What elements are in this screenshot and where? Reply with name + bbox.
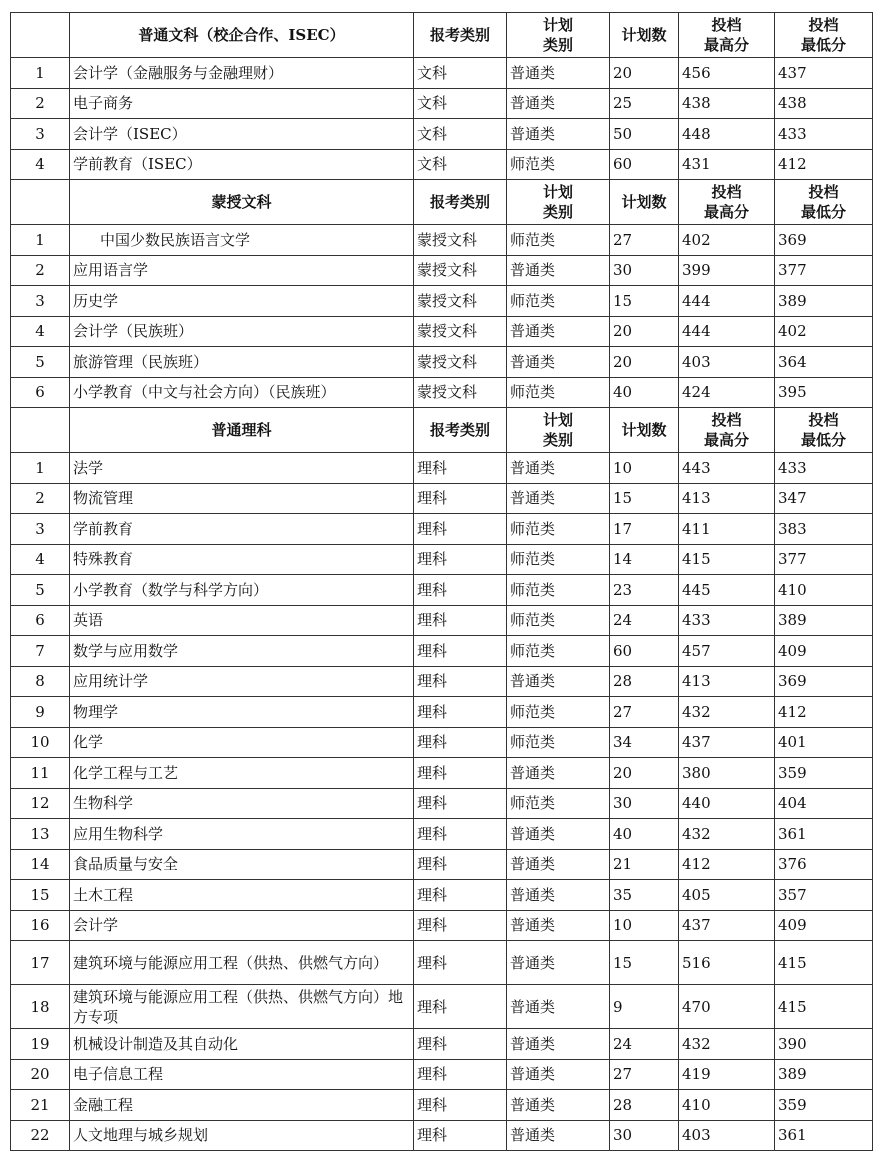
min-score: 412	[775, 149, 873, 180]
plan-count: 24	[610, 1029, 679, 1060]
plan-type: 师范类	[507, 149, 610, 180]
major-name: 物流管理	[70, 483, 414, 514]
row-index: 2	[11, 88, 70, 119]
max-score: 445	[679, 575, 775, 606]
major-name: 食品质量与安全	[70, 849, 414, 880]
exam-type: 理科	[414, 544, 507, 575]
row-index: 18	[11, 985, 70, 1029]
max-score: 431	[679, 149, 775, 180]
min-score: 404	[775, 788, 873, 819]
min-score: 369	[775, 225, 873, 256]
header-plan-type: 计划 类别	[507, 408, 610, 453]
table-row	[11, 697, 873, 728]
plan-type: 普通类	[507, 1120, 610, 1151]
plan-count: 60	[610, 636, 679, 667]
max-score: 443	[679, 453, 775, 484]
plan-count: 14	[610, 544, 679, 575]
plan-type: 普通类	[507, 1059, 610, 1090]
major-name: 建筑环境与能源应用工程（供热、供燃气方向）地方专项	[70, 985, 414, 1029]
exam-type: 文科	[414, 88, 507, 119]
max-score: 403	[679, 1120, 775, 1151]
exam-type: 理科	[414, 453, 507, 484]
header-max-score: 投档 最高分	[679, 408, 775, 453]
plan-type: 普通类	[507, 880, 610, 911]
major-name: 电子信息工程	[70, 1059, 414, 1090]
row-index: 5	[11, 575, 70, 606]
major-name: 机械设计制造及其自动化	[70, 1029, 414, 1060]
row-index: 12	[11, 788, 70, 819]
table-row	[11, 316, 873, 347]
plan-count: 50	[610, 119, 679, 150]
row-index: 21	[11, 1090, 70, 1121]
row-index: 4	[11, 316, 70, 347]
plan-count: 35	[610, 880, 679, 911]
max-score: 410	[679, 1090, 775, 1121]
max-score: 444	[679, 286, 775, 317]
min-score: 437	[775, 58, 873, 89]
row-index: 2	[11, 483, 70, 514]
table-row	[11, 727, 873, 758]
header-plan-type: 计划 类别	[507, 13, 610, 58]
table-row	[11, 453, 873, 484]
plan-type: 普通类	[507, 849, 610, 880]
section-header-row	[11, 180, 873, 225]
row-index: 6	[11, 605, 70, 636]
row-index: 3	[11, 119, 70, 150]
max-score: 432	[679, 819, 775, 850]
table-row	[11, 819, 873, 850]
table-row	[11, 483, 873, 514]
max-score: 424	[679, 377, 775, 408]
exam-type: 蒙授文科	[414, 255, 507, 286]
plan-type: 普通类	[507, 758, 610, 789]
plan-count: 20	[610, 316, 679, 347]
table-row	[11, 149, 873, 180]
exam-type: 理科	[414, 575, 507, 606]
table-row	[11, 544, 873, 575]
max-score: 433	[679, 605, 775, 636]
max-score: 402	[679, 225, 775, 256]
exam-type: 蒙授文科	[414, 316, 507, 347]
major-name: 金融工程	[70, 1090, 414, 1121]
plan-type: 普通类	[507, 453, 610, 484]
table-row	[11, 286, 873, 317]
plan-type: 师范类	[507, 605, 610, 636]
header-plan-count: 计划数	[610, 13, 679, 58]
min-score: 433	[775, 119, 873, 150]
exam-type: 文科	[414, 149, 507, 180]
min-score: 389	[775, 1059, 873, 1090]
plan-type: 师范类	[507, 788, 610, 819]
section-title: 蒙授文科	[70, 180, 414, 225]
major-name: 会计学	[70, 910, 414, 941]
row-index: 11	[11, 758, 70, 789]
table-row	[11, 347, 873, 378]
major-name: 历史学	[70, 286, 414, 317]
section-title: 普通理科	[70, 408, 414, 453]
major-name: 土木工程	[70, 880, 414, 911]
table-row	[11, 910, 873, 941]
max-score: 432	[679, 1029, 775, 1060]
exam-type: 文科	[414, 58, 507, 89]
min-score: 369	[775, 666, 873, 697]
max-score: 516	[679, 941, 775, 985]
row-index: 16	[11, 910, 70, 941]
plan-count: 15	[610, 286, 679, 317]
min-score: 410	[775, 575, 873, 606]
plan-count: 10	[610, 453, 679, 484]
header-plan-type: 计划 类别	[507, 180, 610, 225]
exam-type: 理科	[414, 483, 507, 514]
plan-count: 17	[610, 514, 679, 545]
section-title: 普通文科（校企合作、ISEC）	[70, 13, 414, 58]
min-score: 359	[775, 758, 873, 789]
min-score: 415	[775, 985, 873, 1029]
min-score: 347	[775, 483, 873, 514]
row-index: 20	[11, 1059, 70, 1090]
row-index: 8	[11, 666, 70, 697]
major-name: 法学	[70, 453, 414, 484]
min-score: 377	[775, 544, 873, 575]
min-score: 412	[775, 697, 873, 728]
table-row	[11, 1120, 873, 1151]
major-name: 特殊教育	[70, 544, 414, 575]
exam-type: 蒙授文科	[414, 286, 507, 317]
row-index: 19	[11, 1029, 70, 1060]
row-index: 1	[11, 453, 70, 484]
plan-type: 师范类	[507, 286, 610, 317]
plan-type: 师范类	[507, 575, 610, 606]
plan-type: 普通类	[507, 1029, 610, 1060]
table-body	[11, 13, 873, 1151]
plan-type: 普通类	[507, 88, 610, 119]
max-score: 440	[679, 788, 775, 819]
major-name: 应用语言学	[70, 255, 414, 286]
table-row	[11, 941, 873, 985]
row-index: 5	[11, 347, 70, 378]
header-min-score: 投档 最低分	[775, 180, 873, 225]
min-score: 402	[775, 316, 873, 347]
header-index-cell	[11, 408, 70, 453]
row-index: 4	[11, 149, 70, 180]
min-score: 361	[775, 819, 873, 850]
table-row	[11, 255, 873, 286]
major-name: 生物科学	[70, 788, 414, 819]
major-name: 数学与应用数学	[70, 636, 414, 667]
table-row	[11, 1059, 873, 1090]
table-row	[11, 58, 873, 89]
min-score: 383	[775, 514, 873, 545]
max-score: 413	[679, 666, 775, 697]
table-row	[11, 575, 873, 606]
major-name: 物理学	[70, 697, 414, 728]
major-name: 会计学（民族班）	[70, 316, 414, 347]
plan-count: 27	[610, 697, 679, 728]
exam-type: 蒙授文科	[414, 347, 507, 378]
major-name: 会计学（金融服务与金融理财）	[70, 58, 414, 89]
row-index: 6	[11, 377, 70, 408]
max-score: 413	[679, 483, 775, 514]
table-row	[11, 788, 873, 819]
exam-type: 理科	[414, 880, 507, 911]
exam-type: 理科	[414, 758, 507, 789]
row-index: 7	[11, 636, 70, 667]
plan-type: 普通类	[507, 255, 610, 286]
plan-count: 20	[610, 758, 679, 789]
plan-count: 30	[610, 788, 679, 819]
min-score: 357	[775, 880, 873, 911]
table-row	[11, 1029, 873, 1060]
max-score: 403	[679, 347, 775, 378]
table-row	[11, 880, 873, 911]
plan-type: 普通类	[507, 819, 610, 850]
exam-type: 理科	[414, 985, 507, 1029]
plan-type: 普通类	[507, 347, 610, 378]
table-row	[11, 985, 873, 1029]
header-type: 报考类别	[414, 408, 507, 453]
plan-type: 普通类	[507, 119, 610, 150]
header-min-score: 投档 最低分	[775, 13, 873, 58]
plan-type: 普通类	[507, 483, 610, 514]
exam-type: 理科	[414, 910, 507, 941]
table-row	[11, 636, 873, 667]
plan-type: 师范类	[507, 514, 610, 545]
row-index: 2	[11, 255, 70, 286]
row-index: 15	[11, 880, 70, 911]
exam-type: 理科	[414, 727, 507, 758]
min-score: 376	[775, 849, 873, 880]
exam-type: 理科	[414, 697, 507, 728]
plan-count: 9	[610, 985, 679, 1029]
plan-count: 24	[610, 605, 679, 636]
plan-count: 20	[610, 347, 679, 378]
plan-count: 10	[610, 910, 679, 941]
min-score: 438	[775, 88, 873, 119]
min-score: 401	[775, 727, 873, 758]
plan-count: 40	[610, 819, 679, 850]
min-score: 409	[775, 636, 873, 667]
max-score: 457	[679, 636, 775, 667]
exam-type: 理科	[414, 1059, 507, 1090]
plan-type: 普通类	[507, 910, 610, 941]
plan-type: 师范类	[507, 727, 610, 758]
plan-count: 27	[610, 225, 679, 256]
table-row	[11, 849, 873, 880]
table-row	[11, 514, 873, 545]
major-name: 人文地理与城乡规划	[70, 1120, 414, 1151]
max-score: 448	[679, 119, 775, 150]
min-score: 377	[775, 255, 873, 286]
exam-type: 理科	[414, 819, 507, 850]
header-type: 报考类别	[414, 180, 507, 225]
max-score: 432	[679, 697, 775, 728]
plan-count: 40	[610, 377, 679, 408]
exam-type: 理科	[414, 1090, 507, 1121]
row-index: 17	[11, 941, 70, 985]
plan-type: 师范类	[507, 377, 610, 408]
plan-type: 普通类	[507, 58, 610, 89]
table-row	[11, 225, 873, 256]
max-score: 399	[679, 255, 775, 286]
exam-type: 理科	[414, 788, 507, 819]
max-score: 380	[679, 758, 775, 789]
section-header-row	[11, 408, 873, 453]
table-row	[11, 605, 873, 636]
max-score: 437	[679, 727, 775, 758]
exam-type: 理科	[414, 1120, 507, 1151]
min-score: 415	[775, 941, 873, 985]
plan-type: 普通类	[507, 316, 610, 347]
max-score: 437	[679, 910, 775, 941]
exam-type: 蒙授文科	[414, 225, 507, 256]
major-name: 学前教育	[70, 514, 414, 545]
row-index: 14	[11, 849, 70, 880]
min-score: 409	[775, 910, 873, 941]
max-score: 411	[679, 514, 775, 545]
plan-count: 20	[610, 58, 679, 89]
table-row	[11, 377, 873, 408]
major-name: 化学	[70, 727, 414, 758]
table-row	[11, 666, 873, 697]
plan-type: 师范类	[507, 544, 610, 575]
major-name: 小学教育（数学与科学方向）	[70, 575, 414, 606]
min-score: 359	[775, 1090, 873, 1121]
major-name: 学前教育（ISEC）	[70, 149, 414, 180]
plan-count: 34	[610, 727, 679, 758]
table-row	[11, 119, 873, 150]
row-index: 1	[11, 58, 70, 89]
min-score: 389	[775, 605, 873, 636]
plan-count: 30	[610, 1120, 679, 1151]
plan-count: 30	[610, 255, 679, 286]
max-score: 412	[679, 849, 775, 880]
min-score: 395	[775, 377, 873, 408]
header-plan-count: 计划数	[610, 180, 679, 225]
row-index: 10	[11, 727, 70, 758]
plan-type: 师范类	[507, 636, 610, 667]
major-name: 会计学（ISEC）	[70, 119, 414, 150]
major-name: 英语	[70, 605, 414, 636]
plan-count: 28	[610, 1090, 679, 1121]
header-max-score: 投档 最高分	[679, 180, 775, 225]
plan-count: 15	[610, 941, 679, 985]
major-name: 旅游管理（民族班）	[70, 347, 414, 378]
major-name: 化学工程与工艺	[70, 758, 414, 789]
exam-type: 蒙授文科	[414, 377, 507, 408]
plan-type: 普通类	[507, 941, 610, 985]
exam-type: 理科	[414, 849, 507, 880]
exam-type: 理科	[414, 941, 507, 985]
row-index: 3	[11, 286, 70, 317]
major-name: 应用统计学	[70, 666, 414, 697]
exam-type: 理科	[414, 605, 507, 636]
max-score: 405	[679, 880, 775, 911]
plan-type: 普通类	[507, 1090, 610, 1121]
min-score: 390	[775, 1029, 873, 1060]
plan-count: 60	[610, 149, 679, 180]
max-score: 438	[679, 88, 775, 119]
plan-type: 师范类	[507, 225, 610, 256]
exam-type: 理科	[414, 514, 507, 545]
max-score: 470	[679, 985, 775, 1029]
plan-count: 25	[610, 88, 679, 119]
plan-count: 15	[610, 483, 679, 514]
plan-count: 28	[610, 666, 679, 697]
min-score: 433	[775, 453, 873, 484]
section-header-row	[11, 13, 873, 58]
min-score: 361	[775, 1120, 873, 1151]
admission-score-table	[10, 12, 873, 1151]
header-plan-count: 计划数	[610, 408, 679, 453]
min-score: 389	[775, 286, 873, 317]
row-index: 13	[11, 819, 70, 850]
plan-type: 普通类	[507, 666, 610, 697]
plan-type: 普通类	[507, 985, 610, 1029]
plan-count: 21	[610, 849, 679, 880]
major-name: 小学教育（中文与社会方向）（民族班）	[70, 377, 414, 408]
row-index: 4	[11, 544, 70, 575]
table-row	[11, 88, 873, 119]
exam-type: 文科	[414, 119, 507, 150]
exam-type: 理科	[414, 666, 507, 697]
row-index: 3	[11, 514, 70, 545]
max-score: 419	[679, 1059, 775, 1090]
exam-type: 理科	[414, 1029, 507, 1060]
major-name: 建筑环境与能源应用工程（供热、供燃气方向）	[70, 941, 414, 985]
header-min-score: 投档 最低分	[775, 408, 873, 453]
major-name: 中国少数民族语言文学	[70, 225, 414, 256]
exam-type: 理科	[414, 636, 507, 667]
header-max-score: 投档 最高分	[679, 13, 775, 58]
table-row	[11, 758, 873, 789]
max-score: 456	[679, 58, 775, 89]
major-name: 电子商务	[70, 88, 414, 119]
plan-count: 23	[610, 575, 679, 606]
row-index: 22	[11, 1120, 70, 1151]
major-name: 应用生物科学	[70, 819, 414, 850]
header-type: 报考类别	[414, 13, 507, 58]
table-row	[11, 1090, 873, 1121]
plan-count: 27	[610, 1059, 679, 1090]
plan-type: 师范类	[507, 697, 610, 728]
header-index-cell	[11, 13, 70, 58]
min-score: 364	[775, 347, 873, 378]
header-index-cell	[11, 180, 70, 225]
max-score: 444	[679, 316, 775, 347]
row-index: 1	[11, 225, 70, 256]
max-score: 415	[679, 544, 775, 575]
row-index: 9	[11, 697, 70, 728]
